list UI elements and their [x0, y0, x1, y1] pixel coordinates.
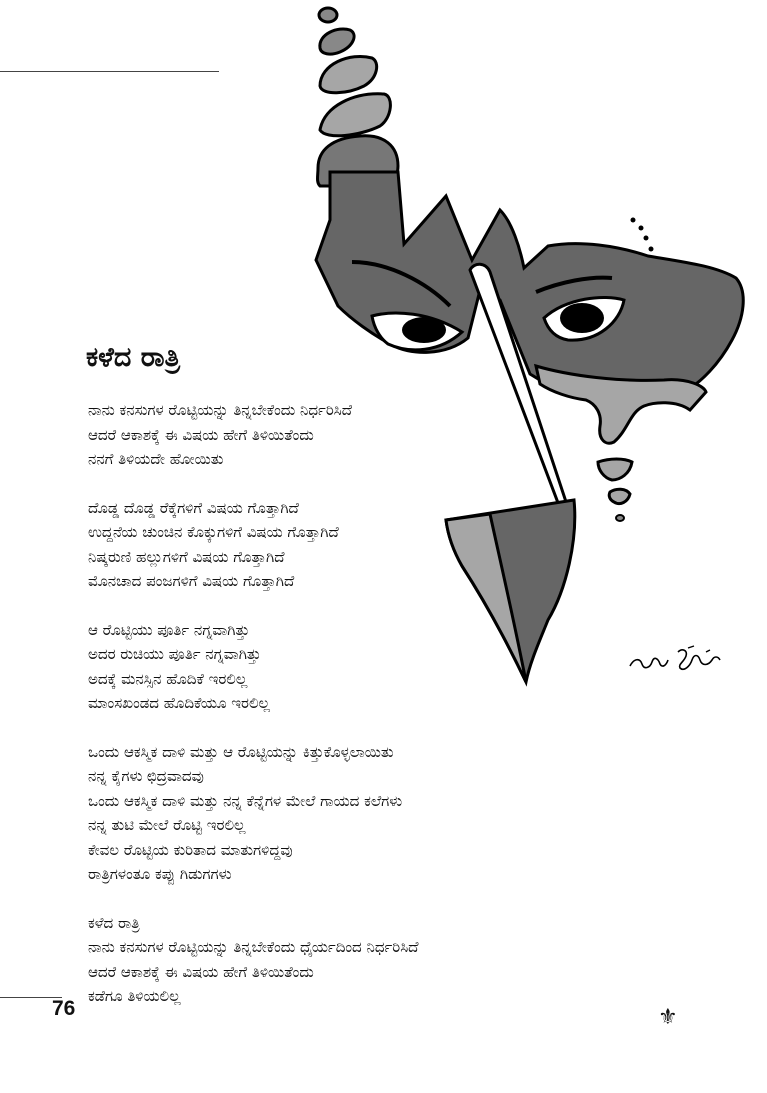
poem-line: ಆದರೆ ಆಕಾಶಕ್ಕೆ ಈ ವಿಷಯ ಹೇಗೆ ತಿಳಿಯಿತೆಂದು: [88, 962, 314, 981]
poem-line: ನನ್ನ ಕೈಗಳು ಛಿದ್ರವಾದವು: [88, 767, 204, 785]
stanza: [88, 740, 558, 887]
dot: [644, 236, 649, 241]
poem-line: ಕಡೆಗೂ ತಿಳಿಯಲಿಲ್ಲ: [88, 987, 181, 1005]
poem-line: ನಿಷ್ಕರುಣಿ ಹಲ್ಲುಗಳಿಗೆ ವಿಷಯ ಗೊತ್ತಾಗಿದೆ: [88, 547, 285, 566]
artist-signature: [628, 644, 724, 674]
stanza: [88, 398, 558, 472]
page-number: 76: [52, 997, 76, 1020]
crest-segment: [320, 56, 377, 92]
fleuron-icon: ⚜: [658, 1005, 678, 1030]
poem-body: [88, 398, 558, 1033]
crest-segment: [320, 29, 354, 54]
stanza: [88, 911, 558, 1009]
left-pupil: [402, 317, 446, 343]
stanza: [88, 496, 558, 594]
poem-line: ಕೇವಲ ರೊಟ್ಟಿಯ ಕುರಿತಾದ ಮಾತುಗಳಿದ್ದವು: [88, 840, 293, 859]
poem-title: ಕಳೆದ ರಾತ್ರಿ: [86, 342, 180, 373]
poem-line: ದೊಡ್ಡ ದೊಡ್ಡ ರೆಕ್ಕೆಗಳಿಗೆ ವಿಷಯ ಗೊತ್ತಾಗಿದೆ: [88, 498, 299, 517]
poem-line: ರಾತ್ರಿಗಳಂತೂ ಕಪ್ಪು ಗಿಡುಗಗಳು: [88, 865, 232, 883]
poem-line: ಒಂದು ಆಕಸ್ಮಿಕ ದಾಳಿ ಮತ್ತು ನನ್ನ ಕೆನ್ನೆಗಳ ಮೇಲೆ ಗಾಯದ ಕಲೆಗಳು: [88, 791, 403, 810]
poem-line: ನನಗೆ ತಿಳಿಯದೇ ಹೋಯಿತು: [88, 450, 224, 468]
crest-segment: [319, 8, 337, 22]
drip: [609, 489, 630, 503]
poem-line: ಉದ್ದನೆಯ ಚುಂಚಿನ ಕೊಕ್ಕುಗಳಿಗೆ ವಿಷಯ ಗೊತ್ತಾಗಿದೆ: [88, 523, 339, 541]
poem-line: ಆ ರೊಟ್ಟಿಯು ಪೂರ್ತಿ ನಗ್ನವಾಗಿತ್ತು: [88, 620, 250, 639]
poem-line: ನಾನು ಕನಸುಗಳ ರೊಟ್ಟಿಯನ್ನು ತಿನ್ನಬೇಕೆಂದು ಧೈರ್ಯದಿಂದ ನಿರ್ಧರಿಸಿದೆ: [88, 938, 419, 956]
right-pupil: [560, 303, 604, 333]
poem-line: ಅದಕ್ಕೆ ಮನಸ್ಸಿನ ಹೊದಿಕೆ ಇರಲಿಲ್ಲ: [88, 669, 248, 688]
drip: [598, 459, 632, 480]
crest-segment: [320, 94, 390, 136]
poem-line: ಅದರ ರುಚಿಯು ಪೂರ್ತಿ ನಗ್ನವಾಗಿತ್ತು: [88, 645, 261, 663]
drip: [616, 515, 624, 521]
poem-line: ಒಂದು ಆಕಸ್ಮಿಕ ದಾಳಿ ಮತ್ತು ಆ ರೊಟ್ಟಿಯನ್ನು ಕಿತ್ತುಕೊಳ್ಳಲಾಯಿತು: [88, 742, 394, 761]
poem-line: ಮಾಂಸಖಂಡದ ಹೊದಿಕೆಯೂ ಇರಲಿಲ್ಲ: [88, 694, 271, 712]
dot: [631, 218, 636, 223]
poem-line: ನಾನು ಕನಸುಗಳ ರೊಟ್ಟಿಯನ್ನು ತಿನ್ನಬೇಕೆಂದು ನಿರ್ಧರಿಸಿದೆ: [88, 401, 352, 419]
poem-line: ನನ್ನ ತುಟಿ ಮೇಲೆ ರೊಟ್ಟಿ ಇರಲಿಲ್ಲ: [88, 816, 246, 834]
dot: [639, 226, 644, 231]
poem-line: ಕಳೆದ ರಾತ್ರಿ: [88, 913, 140, 932]
poem-line: ಆದರೆ ಆಕಾಶಕ್ಕೆ ಈ ವಿಷಯ ಹೇಗೆ ತಿಳಿಯಿತೆಂದು: [88, 425, 314, 444]
head-mass: [316, 172, 743, 390]
dot: [649, 247, 654, 252]
poem-line: ಮೊನಚಾದ ಪಂಜಗಳಿಗೆ ವಿಷಯ ಗೊತ್ತಾಗಿದೆ: [88, 572, 295, 590]
stanza: [88, 618, 558, 716]
